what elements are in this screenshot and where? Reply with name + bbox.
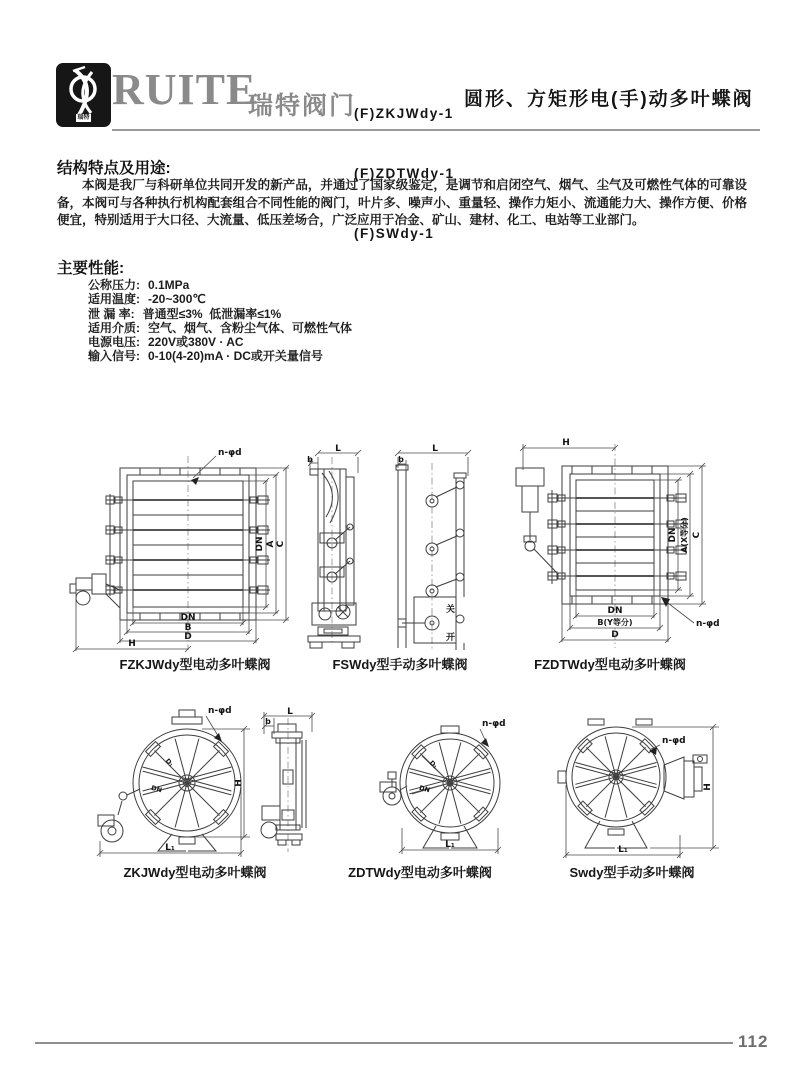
dim-b: b [265, 717, 271, 726]
dim-d1: D₁ [163, 756, 176, 769]
features-heading: 结构特点及用途: [57, 160, 171, 177]
dim-h: H [128, 639, 136, 649]
spec-value: 0-10(4-20)mA · DC或开关量信号 [148, 349, 323, 364]
model-code-3: (F)SWdy-1 [354, 226, 435, 241]
caption-zkjw: ZKJWdy型电动多叶蝶阀 [123, 865, 267, 880]
dim-b: b [398, 455, 404, 464]
figure-fzdtw-front [500, 436, 748, 650]
caption-fzkjw: FZKJWdy型电动多叶蝶阀 [119, 657, 271, 672]
dim-l: L [432, 444, 438, 454]
dim-b: B(Y等分) [597, 618, 633, 627]
caption-sw: Swdy型手动多叶蝶阀 [569, 865, 695, 880]
dim-h: H [562, 438, 570, 448]
zdtw-round-drawing [378, 698, 518, 858]
dim-l1: L₁ [618, 845, 628, 855]
dim-a: A [266, 540, 276, 548]
figure-fzkjw-front [70, 440, 300, 652]
dim-dn: DN [418, 783, 431, 795]
round-side-drawing [258, 708, 318, 856]
label-close: 关 [446, 605, 456, 615]
figure-fsw-side [390, 443, 490, 650]
figure-zkjw-round [92, 695, 262, 860]
fzkjw-side-drawing [298, 443, 385, 648]
spec-label: 电源电压: [88, 335, 140, 350]
dim-l: L [287, 707, 293, 717]
spec-label: 公称压力: [88, 278, 140, 292]
dim-c: C [692, 531, 702, 539]
zkjw-round-drawing [92, 695, 262, 860]
model-code-1: (F)ZKJWdy-1 [354, 106, 454, 121]
label-open: 开 [446, 633, 456, 643]
brand-logo [56, 63, 111, 127]
logo-mark-text [56, 106, 111, 124]
spec-label: 泄 漏 率: [88, 306, 135, 321]
performance-specs [88, 278, 352, 364]
features-body: 本阀是我厂与科研单位共同开发的新产品，并通过了国家级鉴定，是调节和启闭空气、烟气、尘气及可燃性气体的可靠设备，本阀可与各种执行机构配套组合不同性能的阀门，叶片多、噪声小、重量轻、操作力矩小、流通能力大、操作方便、价格便宜，特别适用于大口径、大流量、低压差场合，广泛应用于冶金、矿山、建材、化工、电站等工业部门。 [57, 178, 747, 227]
spec-label: 输入信号: [88, 349, 140, 364]
actuator-motor [70, 574, 120, 608]
dim-l: L [335, 444, 341, 454]
caption-fzdtw: FZDTWdy型电动多叶蝶阀 [534, 657, 686, 672]
dim-d1: D₁ [427, 758, 440, 771]
brand-name-en: RUITE [112, 65, 257, 114]
dim-b: b [307, 455, 313, 464]
performance-heading: 主要性能: [57, 260, 125, 277]
actuator-motor [98, 789, 140, 842]
dim-d: D [611, 630, 619, 640]
spec-value: 220V或380V · AC [148, 335, 244, 350]
figure-round-side [258, 708, 318, 856]
dim-n-phi-d: n-φd [208, 706, 232, 716]
fsw-side-drawing [390, 443, 490, 650]
spec-row-media [88, 321, 352, 335]
spec-row-voltage [88, 335, 352, 349]
dim-dn-vertical: DN [668, 527, 678, 543]
dim-dn: DN [150, 783, 163, 795]
dim-dn-vertical: DN [255, 536, 265, 552]
manual-handle [664, 755, 707, 799]
dim-n-phi-d: n-φd [218, 448, 242, 458]
spec-row-leakage [88, 307, 352, 321]
dim-n-phi-d: n-φd [662, 736, 686, 746]
dim-l1: L₁ [165, 843, 175, 853]
spec-row-temperature [88, 292, 352, 306]
page-number: 112 [738, 1032, 769, 1051]
logo-mark-chip: 瑞特 [77, 115, 90, 121]
sw-round-drawing [538, 695, 753, 865]
dim-dn-horizontal: DN [180, 613, 196, 623]
model-code-2: (F)ZDTWdy-1 [354, 166, 455, 181]
spec-label: 适用温度: [88, 292, 140, 307]
spec-value: -20~300℃ [148, 292, 206, 307]
header-rule [112, 129, 760, 131]
dim-d: D [184, 632, 192, 642]
spec-row-pressure [88, 278, 352, 292]
caption-fsw: FSWdy型手动多叶蝶阀 [332, 657, 468, 672]
dim-a: A(X等分) [680, 517, 689, 553]
figure-fzkjw-side [298, 443, 385, 648]
brand-name-cn: 瑞特阀门 [248, 92, 357, 120]
spec-row-signal [88, 349, 352, 363]
dim-n-phi-d: n-φd [696, 619, 720, 629]
dim-dn-horizontal: DN [607, 606, 623, 616]
spec-value: 0.1MPa [148, 278, 190, 292]
figure-zdtw-round [378, 698, 518, 858]
page-title: 圆形、方矩形电(手)动多叶蝶阀 [464, 89, 754, 110]
footer-rule [35, 1042, 733, 1044]
spec-label: 适用介质: [88, 320, 140, 335]
dim-h: H [703, 783, 713, 791]
figure-sw-round [538, 695, 753, 865]
dim-h: H [234, 779, 244, 787]
caption-zdtw: ZDTWdy型电动多叶蝶阀 [348, 865, 492, 880]
model-codes [354, 64, 454, 284]
dim-b: B [184, 623, 192, 633]
dim-l1: L₁ [445, 840, 455, 850]
spec-value: 普通型≤3% 低泄漏率≤1% [142, 306, 282, 321]
spec-value: 空气、烟气、含粉尘气体、可燃性气体 [148, 320, 353, 335]
fzkjw-front-drawing [70, 440, 300, 652]
fzdtw-front-drawing [500, 436, 748, 650]
dim-n-phi-d: n-φd [482, 719, 506, 729]
dim-c: C [276, 540, 286, 548]
